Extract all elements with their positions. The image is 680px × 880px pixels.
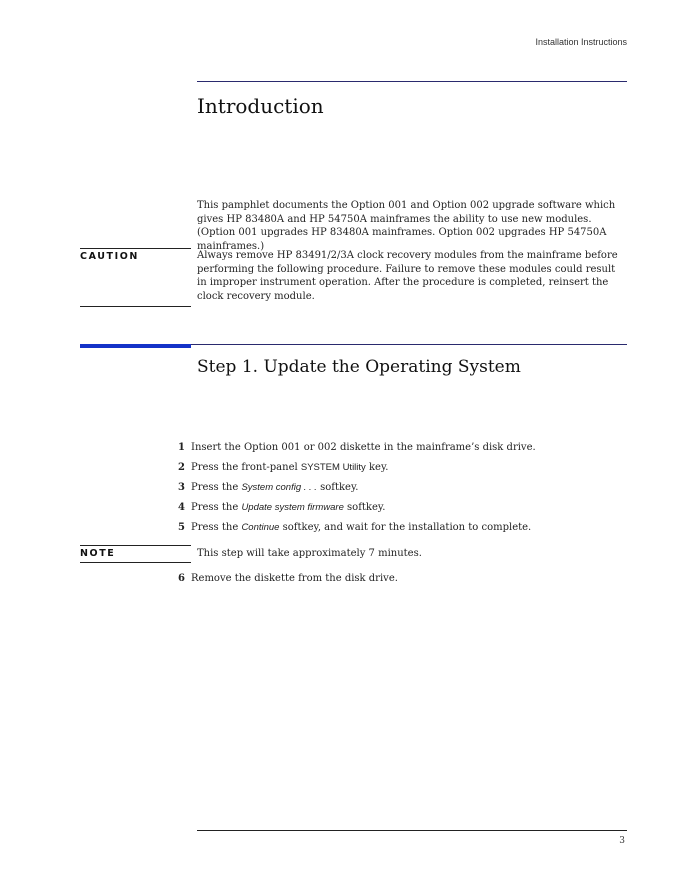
intro-paragraph: This pamphlet documents the Option 001 and Option 002 upgrade software which gives HP 83480A and HP 54750A mainframes the ability to use new modules. (Option 001 upgrades HP 83480A mainframes. Option 002 upgrades HP 54750A mainframes.) [197,200,616,252]
step-text-part: Press the [191,482,242,493]
note-text: This step will take approximately 7 minutes. [197,548,422,559]
front-panel-key-name: SYSTEM Utility [300,462,366,473]
section-accent-bar [80,344,191,348]
section-rule [191,344,627,345]
step-number: 4 [178,502,185,513]
step-text [191,521,630,534]
step-text-part: softkey. [343,502,386,513]
step-number: 2 [178,462,185,473]
step-text-part: softkey, and wait for the installation to complete. [279,522,532,533]
step-text [191,481,630,494]
step-item-1 [160,441,630,454]
footer-rule [197,830,627,831]
running-header: Installation Instructions [535,37,627,47]
softkey-name: Update system firmware [241,502,344,513]
caution-rule-top [80,248,191,249]
step-number: 6 [178,573,185,584]
step-item-3 [160,481,630,494]
step-number: 3 [178,482,185,493]
caution-text: Always remove HP 83491/2/3A clock recovery modules from the mainframe before performing the following procedure. Failure to remove these modules could result in improper instrument operation. After the procedure is completed, reinsert the clock recovery module. [197,250,618,302]
step-text-part: softkey. [316,482,359,493]
step-text [191,461,630,474]
step-text-part: key. [365,462,389,473]
note-label: NOTE [80,548,116,559]
section-heading-step1: Step 1. Update the Operating System [197,357,521,377]
step-text: Remove the diskette from the disk drive. [191,573,398,584]
softkey-name: Continue [241,522,280,533]
step-item-5 [160,521,630,534]
section-heading-introduction: Introduction [197,94,324,118]
caution-label: CAUTION [80,251,139,262]
step-item-6 [160,572,630,585]
step-text-part: Press the [191,522,242,533]
note-rule-bottom [80,562,191,563]
top-rule [197,81,627,82]
caution-rule-bottom [80,306,191,307]
step-text-part: Press the front-panel [191,462,301,473]
step-number: 5 [178,522,185,533]
softkey-name: System config . . . [241,482,317,493]
step-text-part: Press the [191,502,242,513]
page-number: 3 [619,836,625,846]
step-item-2 [160,461,630,474]
step-item-4 [160,501,630,514]
step-text: Insert the Option 001 or 002 diskette in the mainframe’s disk drive. [191,442,536,453]
step-text [191,501,630,514]
note-rule-top [80,545,191,546]
step-number: 1 [178,442,185,453]
